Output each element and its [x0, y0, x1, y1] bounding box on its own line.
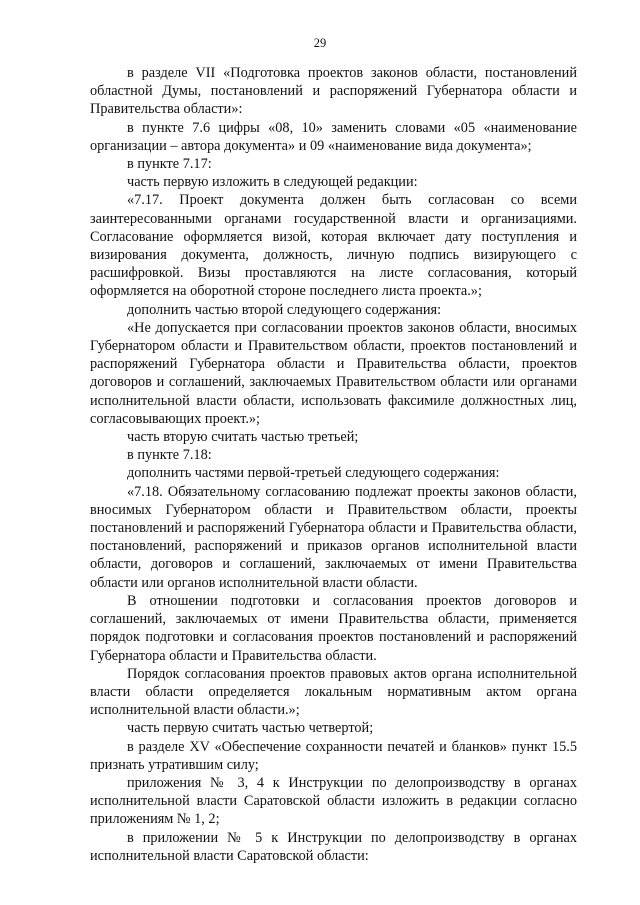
paragraph-7-17-text: «7.17. Проект документа должен быть согласован со всеми заинтересованными органами государственной власти и организациями. Согласование оформляется визой, которая включает дату поступления и визирования документа, должность, личную подпись визирующего с расшифровкой. Визы проставляются на листе согласования, который оформляется на оборотной стороне последнего листа проекта.»;	[90, 192, 577, 300]
paragraph-local-act-procedure: Порядок согласования проектов правовых актов органа исполнительной власти области определяется локальным нормативным актом органа исполнительной власти области.»;	[90, 665, 577, 719]
paragraph-add-parts-one-three: дополнить частями первой-третьей следующего содержания:	[127, 465, 500, 482]
paragraph-point-7-18-intro: в пункте 7.18:	[127, 447, 212, 464]
paragraph-facsimile-text: «Не допускается при согласовании проектов законов области, вносимых Губернатором области и Правительством области, проектов постановлений и распоряжений Губернатора области и Правительства области, проектов договоров и соглашений, заключаемых Правительством области или органами исполнительной власти области, использовать факсимиле должностных лиц, согласовывающих проект.»;	[90, 319, 577, 427]
paragraph-section-xv: в разделе XV «Обеспечение сохранности печатей и бланков» пункт 15.5 признать утратившим силу;	[90, 738, 577, 773]
paragraph-7-18-text: «7.18. Обязательному согласованию подлежат проекты законов области, вносимых Губернатором области и Правительством области, проекты постановлений и распоряжений Губернатора области и Правительства области, постановлений, распоряжений и приказов органов исполнительной власти области, договоров и соглашений, заключаемых от имени Правительства области или органов исполнительной власти области.	[90, 483, 577, 591]
paragraph-appendices-3-4: приложения № 3, 4 к Инструкции по делопроизводству в органах исполнительной власти Саратовской области изложить в редакции согласно приложениям № 1, 2;	[90, 774, 577, 828]
page-number: 29	[313, 36, 327, 50]
paragraph-add-part-two: дополнить частью второй следующего содержания:	[127, 301, 442, 318]
paragraph-part-one-to-four: часть первую считать частью четвертой;	[127, 720, 374, 737]
paragraph-appendix-5: в приложении № 5 к Инструкции по делопроизводству в органах исполнительной власти Саратовской области:	[90, 829, 577, 864]
document-body	[90, 64, 577, 865]
paragraph-part-two-to-three: часть вторую считать частью третьей;	[127, 429, 359, 446]
paragraph-agreements-procedure: В отношении подготовки и согласования проектов договоров и соглашений, заключаемых от имени Правительства области, применяется порядок подготовки и согласования проектов постановлений и распоряжений Губернатора области и Правительства области.	[90, 592, 577, 664]
paragraph-point-7-17-intro: в пункте 7.17:	[127, 156, 212, 173]
paragraph-point-7-6: в пункте 7.6 цифры «08, 10» заменить словами «05 «наименование организации – автора документа» и 09 «наименование вида документа»;	[90, 119, 577, 154]
paragraph-section-vii: в разделе VII «Подготовка проектов законов области, постановлений областной Думы, постановлений и распоряжений Губернатора области и Правительства области»:	[90, 65, 577, 118]
paragraph-part-one-edit: часть первую изложить в следующей редакции:	[127, 174, 418, 191]
